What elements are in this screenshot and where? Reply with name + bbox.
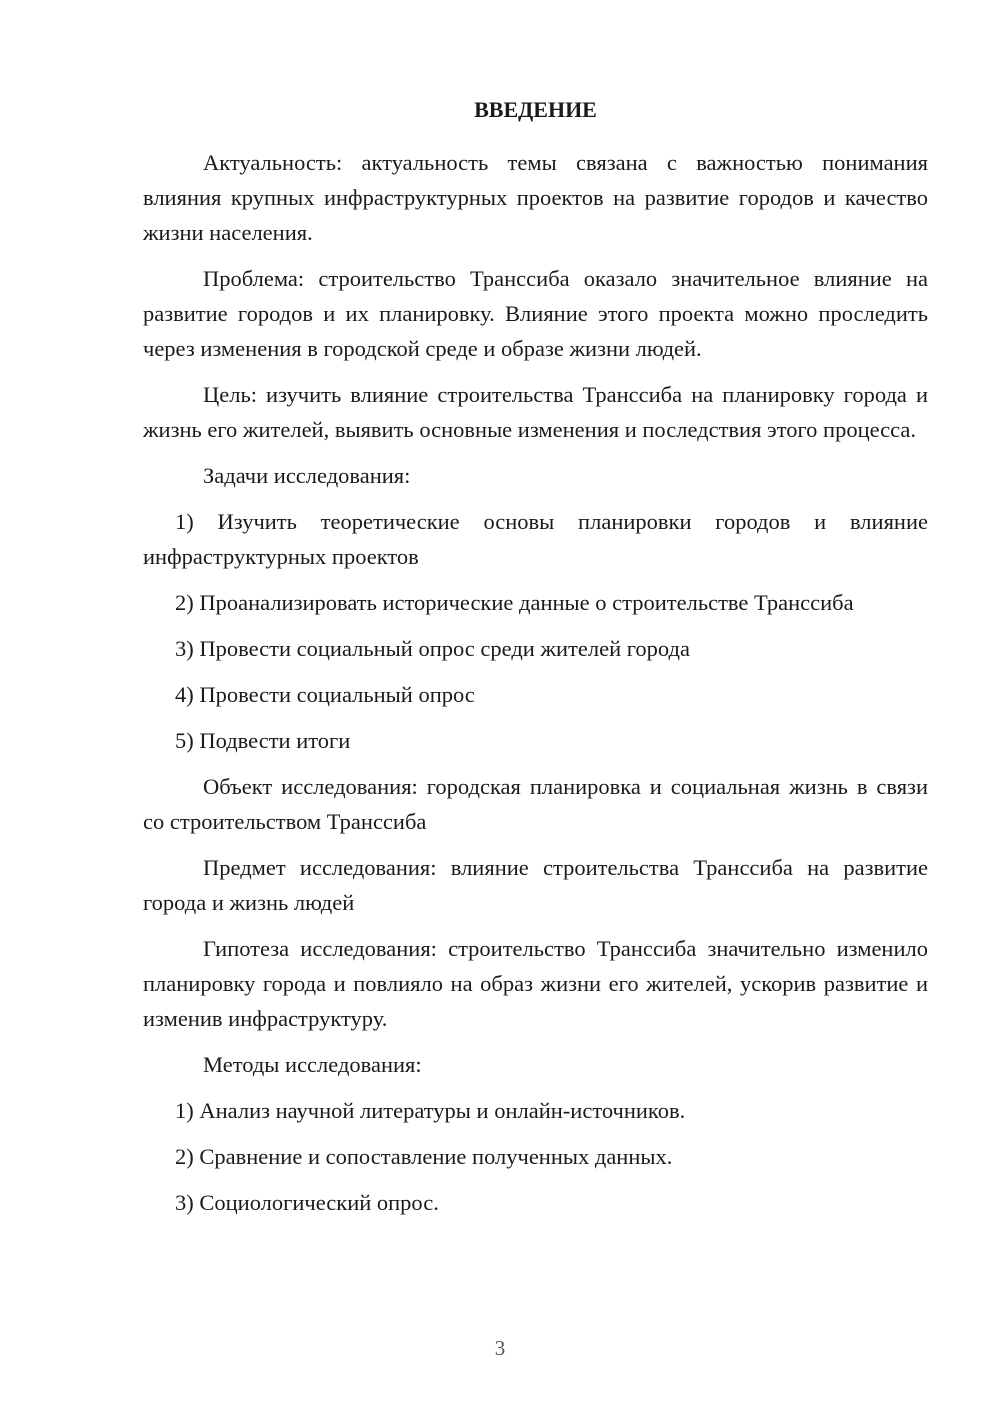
page-title: ВВЕДЕНИЕ (474, 97, 597, 122)
problem-paragraph: Проблема: строительство Транссиба оказало значительное влияние на развитие городов и их планировку. Влияние этого проекта можно проследить через изменения в городской среде и образе жизни людей. (143, 266, 928, 361)
methods-heading: Методы исследования: (203, 1052, 422, 1077)
hypothesis-paragraph: Гипотеза исследования: строительство Транссиба значительно изменило планировку города и повлияло на образ жизни его жителей, ускорив развитие и изменив инфраструктуру. (143, 936, 928, 1031)
method-item: 2) Сравнение и сопоставление полученных данных. (175, 1144, 673, 1169)
task-item: 5) Подвести итоги (175, 728, 351, 753)
task-item: 2) Проанализировать исторические данные о строительстве Транссиба (175, 590, 854, 615)
page-number: 3 (494, 1336, 506, 1360)
task-item: 4) Провести социальный опрос (175, 682, 475, 707)
task-item: 3) Провести социальный опрос среди жителей города (175, 636, 690, 661)
relevance-paragraph: Актуальность: актуальность темы связана с важностью понимания влияния крупных инфраструктурных проектов на развитие городов и качество жизни населения. (143, 150, 928, 245)
tasks-heading: Задачи исследования: (203, 463, 411, 488)
object-paragraph: Объект исследования: городская планировка и социальная жизнь в связи со строительством Транссиба (143, 774, 928, 834)
method-item: 3) Социологический опрос. (175, 1190, 439, 1215)
method-item: 1) Анализ научной литературы и онлайн-источников. (175, 1098, 686, 1123)
subject-paragraph: Предмет исследования: влияние строительства Транссиба на развитие города и жизнь людей (143, 855, 928, 915)
task-item: 1) Изучить теоретические основы планировки городов и влияние инфраструктурных проектов (143, 509, 928, 569)
goal-paragraph: Цель: изучить влияние строительства Транссиба на планировку города и жизнь его жителей, выявить основные изменения и последствия этого процесса. (143, 382, 928, 442)
document-page (143, 95, 928, 1231)
